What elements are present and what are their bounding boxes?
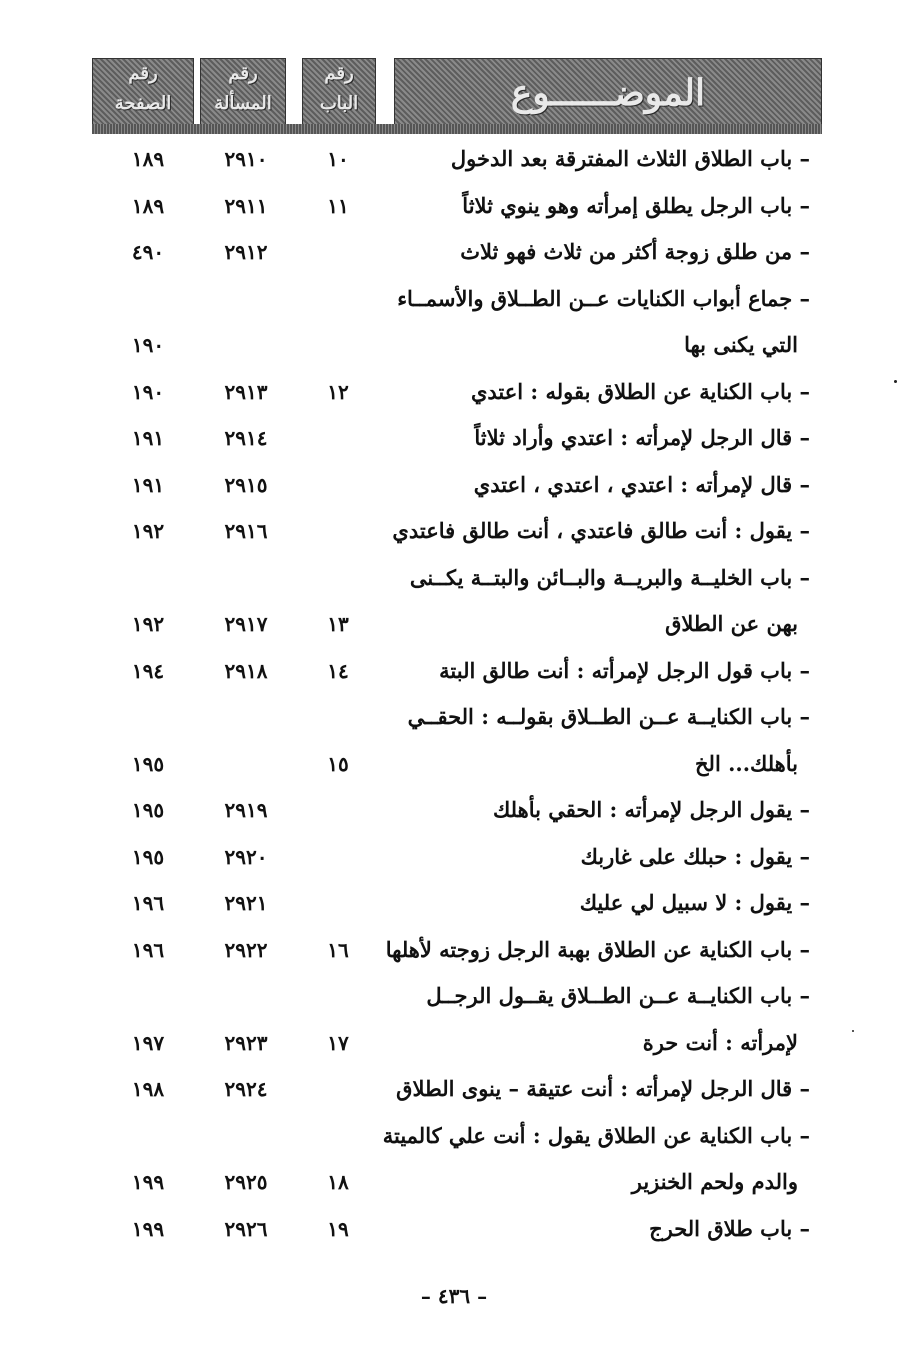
table-row <box>0 789 908 835</box>
row-page-number: ١٩٥ <box>131 844 165 869</box>
row-page-number: ١٩٤ <box>131 658 165 683</box>
row-page-number: ١٩١ <box>131 426 165 450</box>
row-masala-number: ٢٩١٤ <box>224 426 268 450</box>
header-masala-line2: المسألة <box>214 93 272 114</box>
row-bab-number: ١٨ <box>327 1170 349 1194</box>
row-topic: التي يكنى بها <box>684 332 798 357</box>
header-topic-label: الموضــــــوع <box>510 72 706 114</box>
row-masala-number: ٢٩٢١ <box>224 891 268 915</box>
row-bab-number: ١١ <box>327 193 349 218</box>
table-row <box>0 929 908 975</box>
table-row <box>0 231 908 277</box>
table-row <box>0 464 908 510</box>
row-topic: – باب الكناية عن الطلاق بهبة الرجل زوجته لأهلها <box>385 936 810 962</box>
row-page-number: ١٩٦ <box>131 937 165 962</box>
row-topic: – يقول : لا سبيل لي عليك <box>579 890 810 915</box>
row-topic: والدم ولحم الخنزير <box>631 1169 798 1194</box>
row-topic: – قال لإمرأته : اعتدي ، اعتدي ، اعتدي <box>473 471 810 497</box>
row-masala-number: ٢٩١٦ <box>224 519 268 543</box>
row-page-number: ١٩٢ <box>131 612 165 636</box>
row-page-number: ١٩٥ <box>131 751 165 776</box>
table-row <box>0 324 908 370</box>
row-page-number: ١٨٩ <box>131 147 165 171</box>
row-topic: – باب طلاق الحرج <box>649 1215 810 1241</box>
table-row <box>0 650 908 696</box>
table-row <box>0 1068 908 1114</box>
table-row <box>0 557 908 603</box>
row-page-number: ١٩٩ <box>131 1216 165 1241</box>
table-row <box>0 882 908 928</box>
row-page-number: ١٩٦ <box>131 891 165 915</box>
header-bab-column <box>302 58 376 130</box>
row-topic: بأهلك... الخ <box>694 750 798 776</box>
row-topic: – يقول : حبلك على غاربك <box>580 843 810 869</box>
row-topic: لإمرأته : أنت حرة <box>642 1029 798 1055</box>
table-row <box>0 603 908 649</box>
row-page-number: ١٩٨ <box>131 1077 165 1101</box>
row-masala-number: ٢٩٢٢ <box>224 937 268 962</box>
table-row <box>0 836 908 882</box>
table-row <box>0 743 908 789</box>
table-row <box>0 278 908 324</box>
row-page-number: ١٩٥ <box>131 798 165 822</box>
speck <box>852 1030 854 1032</box>
table-row <box>0 1022 908 1068</box>
row-bab-number: ١٠ <box>327 147 349 171</box>
row-bab-number: ١٦ <box>327 937 349 962</box>
header-bab-line1: رقم <box>324 63 354 84</box>
row-topic: – باب الرجل يطلق إمرأته وهو ينوي ثلاثاً <box>462 192 810 218</box>
row-page-number: ١٩٠ <box>131 333 165 357</box>
table-row <box>0 371 908 417</box>
row-topic: – يقول : أنت طالق فاعتدي ، أنت طالق فاعتدي <box>392 518 810 543</box>
row-topic: – قال الرجل لإمرأته : أنت عتيقة – ينوى الطلاق <box>396 1076 810 1101</box>
row-masala-number: ٢٩١٣ <box>224 379 268 404</box>
row-topic: – باب الكناية عن الطلاق بقوله : اعتدي <box>470 378 810 404</box>
page-number: – ٤٣٦ – <box>420 1284 488 1308</box>
table-row <box>0 696 908 742</box>
row-page-number: ١٩١ <box>131 472 165 497</box>
row-topic: – باب قول الرجل لإمرأته : أنت طالق البتة <box>439 657 810 683</box>
row-topic: – باب الكنايــة عــن الطــلاق يقــول الرجــل <box>426 983 810 1008</box>
row-page-number: ١٩٢ <box>131 519 165 543</box>
row-masala-number: ٢٩٢٥ <box>224 1170 268 1194</box>
row-masala-number: ٢٩٢٦ <box>224 1216 268 1241</box>
row-masala-number: ٢٩١١ <box>224 193 268 218</box>
row-masala-number: ٢٩١٢ <box>224 240 268 264</box>
row-page-number: ١٩٧ <box>131 1030 165 1055</box>
row-masala-number: ٢٩١٨ <box>224 658 268 683</box>
row-bab-number: ١٧ <box>327 1030 349 1055</box>
row-topic: – باب الطلاق الثلاث المفترقة بعد الدخول <box>450 146 810 171</box>
row-topic: – قال الرجل لإمرأته : اعتدي وأراد ثلاثاً <box>474 425 810 450</box>
row-topic: بهن عن الطلاق <box>665 611 798 636</box>
row-masala-number: ٢٩٢٤ <box>224 1077 268 1101</box>
row-topic: – من طلق زوجة أكثر من ثلاث فهو ثلاث <box>460 239 810 264</box>
table-row <box>0 185 908 231</box>
header-page-line2: الصفحة <box>114 93 172 114</box>
row-page-number: ٤٩٠ <box>131 240 165 264</box>
row-bab-number: ١٢ <box>327 379 349 404</box>
speck <box>894 380 897 383</box>
row-topic: – يقول الرجل لإمرأته : الحقي بأهلك <box>492 797 810 822</box>
header-masala-line1: رقم <box>228 63 258 84</box>
row-masala-number: ٢٩١٧ <box>224 612 268 636</box>
row-topic: – جماع أبواب الكنايات عــن الطــلاق والأسمــاء <box>397 285 810 311</box>
row-masala-number: ٢٩١٠ <box>224 147 268 171</box>
header-underline <box>92 124 822 134</box>
row-topic: – باب الكناية عن الطلاق يقول : أنت علي كالميتة <box>382 1122 810 1148</box>
header-page-column <box>92 58 194 130</box>
row-page-number: ١٨٩ <box>131 193 165 218</box>
row-topic: – باب الخليــة والبريــة والبــائن والبتــة يكــنى <box>409 564 810 590</box>
table-row <box>0 1208 908 1254</box>
row-masala-number: ٢٩٢٣ <box>224 1030 268 1055</box>
table-row <box>0 975 908 1021</box>
header-bab-line2: الباب <box>319 93 359 114</box>
table-row <box>0 510 908 556</box>
row-bab-number: ١٤ <box>327 658 349 683</box>
table-row <box>0 417 908 463</box>
row-page-number: ١٩٠ <box>131 379 165 404</box>
table-row <box>0 1115 908 1161</box>
row-masala-number: ٢٩١٥ <box>224 472 268 497</box>
row-bab-number: ١٩ <box>327 1216 349 1241</box>
row-page-number: ١٩٩ <box>131 1170 165 1194</box>
row-masala-number: ٢٩٢٠ <box>224 844 268 869</box>
row-bab-number: ١٥ <box>327 751 349 776</box>
row-masala-number: ٢٩١٩ <box>224 798 268 822</box>
table-row <box>0 1161 908 1207</box>
row-topic: – باب الكنايــة عــن الطــلاق بقولــه : الحقــي <box>407 704 810 729</box>
table-row <box>0 138 908 184</box>
header-masala-column <box>200 58 286 130</box>
header-topic-column <box>394 58 822 130</box>
row-bab-number: ١٣ <box>327 612 349 636</box>
header-page-line1: رقم <box>128 63 158 84</box>
